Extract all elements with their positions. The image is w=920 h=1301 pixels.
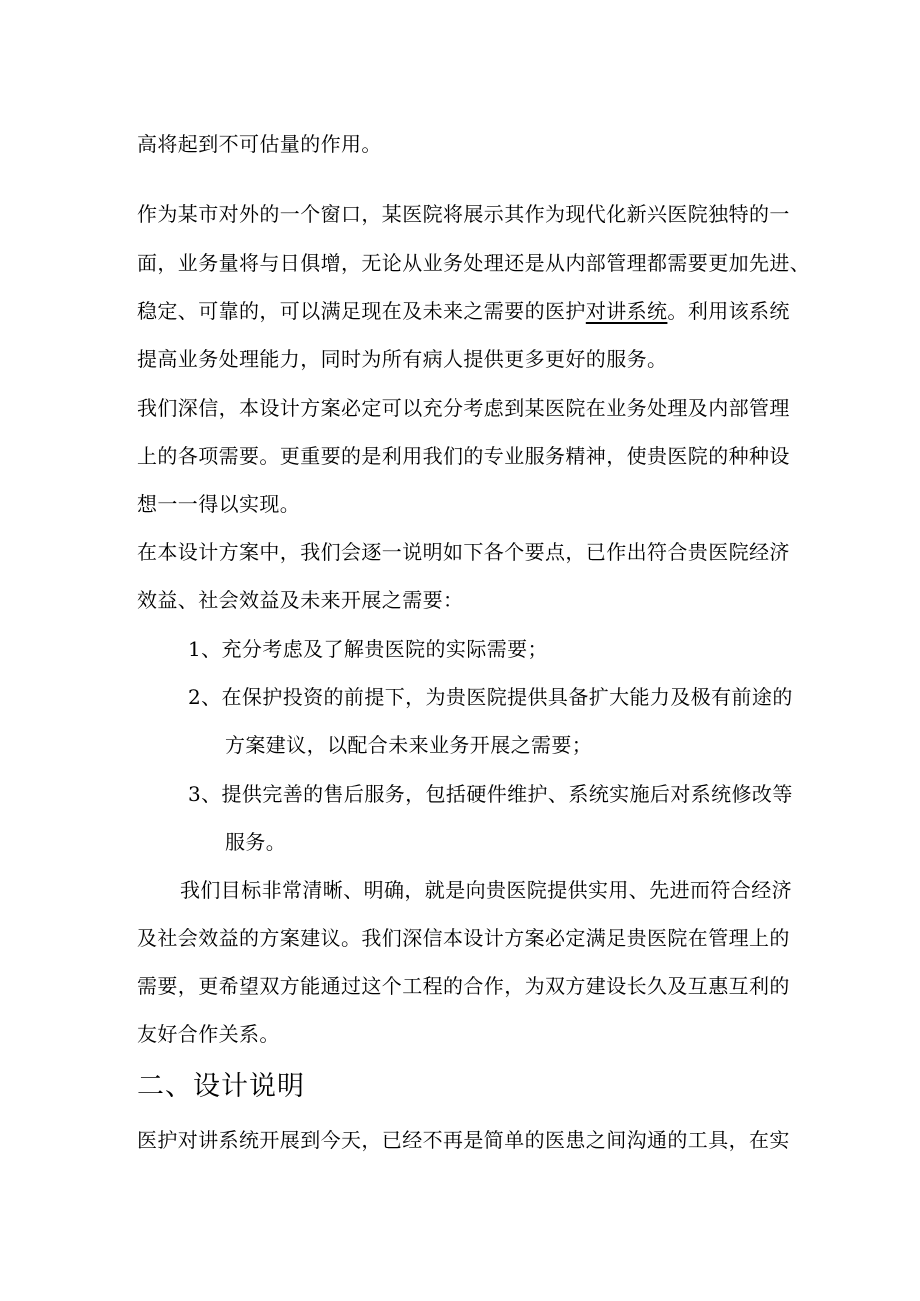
- text-line: 医护对讲系统开展到今天，已经不再是简单的医患之间沟通的工具，在实: [137, 1128, 790, 1152]
- text-line: 友好合作关系。: [137, 1022, 280, 1046]
- text-line: 高将起到不可估量的作用。: [137, 132, 382, 156]
- list-item-continuation: 方案建议，以配合未来业务开展之需要；: [225, 733, 593, 757]
- text-line: 需要，更希望双方能通过这个工程的合作，为双方建设长久及互惠互利的: [137, 974, 790, 998]
- list-item: 1、充分考虑及了解贵医院的实际需要；: [188, 637, 548, 661]
- text-line: 我们深信，本设计方案必定可以充分考虑到某医院在业务处理及内部管理: [137, 396, 790, 420]
- text-line: 效益、社会效益及未来开展之需要：: [137, 588, 464, 612]
- text-segment: 。利用该系统: [667, 299, 790, 323]
- list-item: 2、在保护投资的前提下，为贵医院提供具备扩大能力及极有前途的: [188, 685, 793, 709]
- text-segment: 稳定、可靠的，可以满足现在及未来之需要的医护: [137, 299, 586, 323]
- text-line: 在本设计方案中，我们会逐一说明如下各个要点，已作出符合贵医院经济: [137, 540, 790, 564]
- text-line: 面，业务量将与日俱增，无论从业务处理还是从内部管理都需要更加先进、: [137, 251, 811, 275]
- text-line: 上的各项需要。更重要的是利用我们的专业服务精神，使贵医院的种种设: [137, 444, 790, 468]
- intercom-system-link[interactable]: 对讲系统: [585, 299, 668, 323]
- text-line: 作为某市对外的一个窗口，某医院将展示其作为现代化新兴医院独特的一: [137, 202, 790, 226]
- text-line: 及社会效益的方案建议。我们深信本设计方案必定满足贵医院在管理上的: [137, 926, 790, 950]
- text-line: [137, 297, 790, 325]
- text-line: 提高业务处理能力，同时为所有病人提供更多更好的服务。: [137, 347, 668, 371]
- list-item: 3、提供完善的售后服务，包括硬件维护、系统实施后对系统修改等: [188, 782, 793, 806]
- section-heading: 二、设计说明: [137, 1071, 305, 1102]
- text-line: 想一一得以实现。: [137, 492, 301, 516]
- text-line: 我们目标非常清晰、明确，就是向贵医院提供实用、先进而符合经济: [180, 878, 792, 902]
- list-item-continuation: 服务。: [225, 830, 287, 854]
